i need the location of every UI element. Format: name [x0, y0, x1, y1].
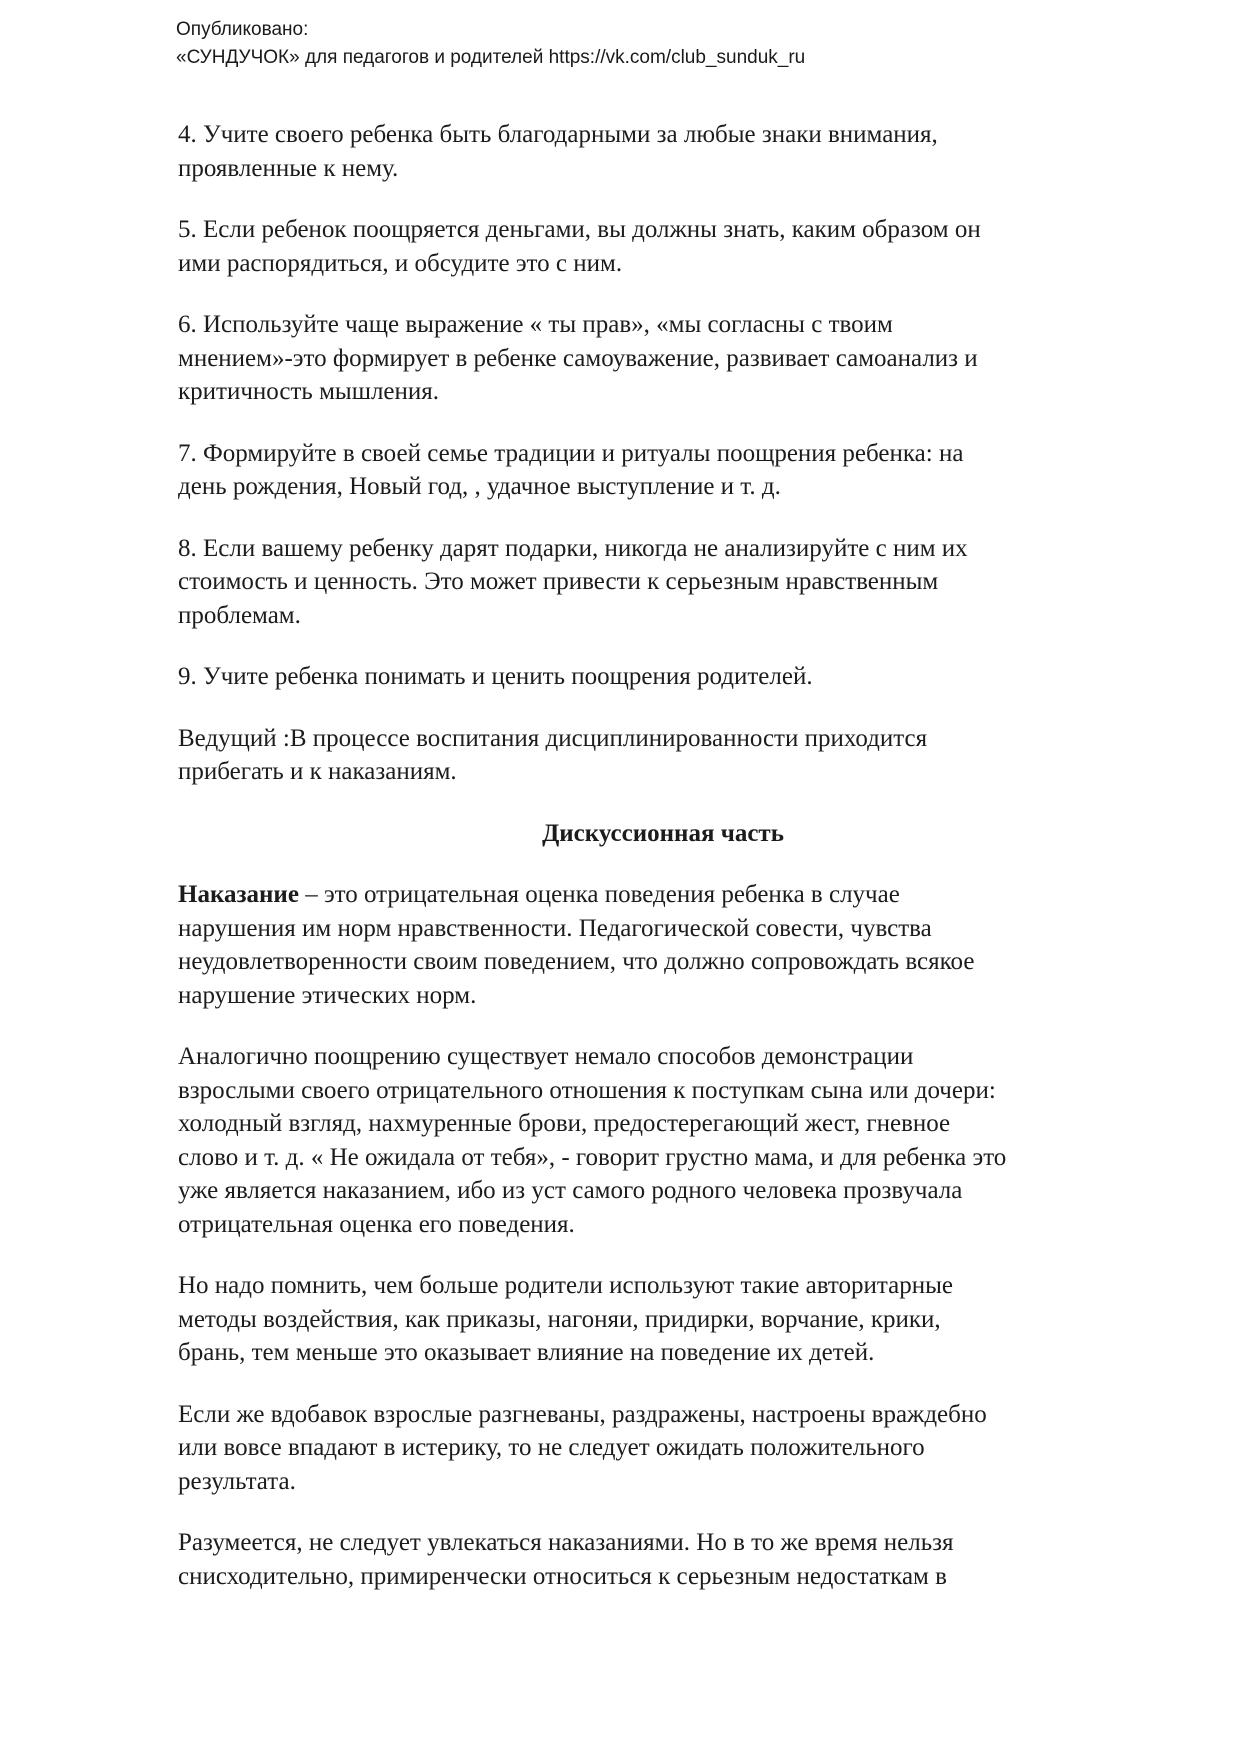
text-line: холодный взгляд, нахмуренные брови, предостерегающий жест, гневное: [178, 1110, 951, 1137]
text-line: брань, тем меньше это оказывает влияние на поведение их детей.: [178, 1339, 875, 1366]
definition-line: нарушения им норм нравственности. Педагогической совести, чувства: [178, 914, 932, 942]
paragraph: [178, 532, 1168, 633]
text-line: или вовсе впадают в истерику, то не следует ожидать положительного: [178, 1434, 925, 1461]
section-heading: Дискуссионная часть: [542, 819, 784, 847]
paragraph: [178, 308, 1168, 409]
text-line: Но надо помнить, чем больше родители используют такие авторитарные: [178, 1272, 953, 1299]
text-line: уже является наказанием, ибо из уст самого родного человека прозвучала: [178, 1177, 963, 1204]
definition-term: Наказание: [178, 881, 299, 908]
text-line: 5. Если ребенок поощряется деньгами, вы должны знать, каким образом он: [178, 216, 981, 243]
paragraph: [178, 1040, 1168, 1241]
text-line: мнением»-это формирует в ребенке самоуважение, развивает самоанализ и: [178, 344, 978, 372]
paragraph: [178, 1526, 1168, 1593]
text-line: стоимость и ценность. Это может привести к серьезным нравственным: [178, 568, 939, 595]
document-body: [178, 118, 1168, 1621]
text-line: 4. Учите своего ребенка быть благодарными за любые знаки внимания,: [178, 121, 938, 148]
text-line: взрослыми своего отрицательного отношения к поступкам сына или дочери:: [178, 1076, 996, 1104]
text-line: 9. Учите ребенка понимать и ценить поощрения родителей.: [178, 663, 813, 690]
paragraph: [178, 1269, 1168, 1370]
paragraph: [178, 660, 1168, 694]
header-published-label: Опубликовано:: [176, 19, 309, 40]
text-line: проявленные к нему.: [178, 154, 399, 182]
header-source-line: «СУНДУЧОК» для педагогов и родителей https://vk.com/club_sunduk_ru: [176, 47, 806, 68]
definition-line: неудовлетворенности своим поведением, что должно сопровождать всякое: [178, 948, 975, 975]
paragraph: [178, 1398, 1168, 1499]
text-line: методы воздействия, как приказы, нагоняи, придирки, ворчание, крики,: [178, 1305, 941, 1333]
paragraph: [178, 437, 1168, 504]
text-line: Если же вдобавок взрослые разгневаны, раздражены, настроены враждебно: [178, 1400, 987, 1428]
publication-header: [176, 16, 805, 72]
text-line: снисходительно, примиренчески относиться к серьезным недостаткам в: [178, 1562, 947, 1590]
text-line: результата.: [178, 1467, 296, 1495]
paragraph: [178, 118, 1168, 185]
text-line: 7. Формируйте в своей семье традиции и ритуалы поощрения ребенка: на: [178, 439, 964, 467]
definition-first-line: [178, 878, 1168, 912]
text-line: ими распорядиться, и обсудите это с ним.: [178, 249, 623, 277]
discussion-paragraphs: [178, 1040, 1168, 1593]
text-line: день рождения, Новый год, , удачное выступление и т. д.: [178, 473, 781, 500]
text-line: Аналогично поощрению существует немало способов демонстрации: [178, 1043, 914, 1070]
text-line: Ведущий :В процессе воспитания дисциплинированности приходится: [178, 724, 928, 752]
paragraph: [178, 722, 1168, 789]
text-line: 8. Если вашему ребенку дарят подарки, никогда не анализируйте с ним их: [178, 534, 968, 562]
text-line: отрицательная оценка его поведения.: [178, 1210, 575, 1238]
text-line: прибегать и к наказаниям.: [178, 758, 457, 785]
paragraph: [178, 213, 1168, 280]
tips-list: [178, 118, 1168, 789]
text-line: критичность мышления.: [178, 378, 440, 405]
definition-first-line-rest: – это отрицательная оценка поведения ребенка в случае: [298, 881, 900, 908]
definition-line: нарушение этических норм.: [178, 981, 477, 1009]
text-line: Разумеется, не следует увлекаться наказаниями. Но в то же время нельзя: [178, 1529, 954, 1556]
text-line: проблемам.: [178, 601, 301, 629]
definition-paragraph: [178, 878, 1168, 1012]
text-line: 6. Используйте чаще выражение « ты прав», «мы согласны с твоим: [178, 311, 893, 338]
text-line: слово и т. д. « Не ожидала от тебя», - говорит грустно мама, и для ребенка это: [178, 1143, 1007, 1171]
